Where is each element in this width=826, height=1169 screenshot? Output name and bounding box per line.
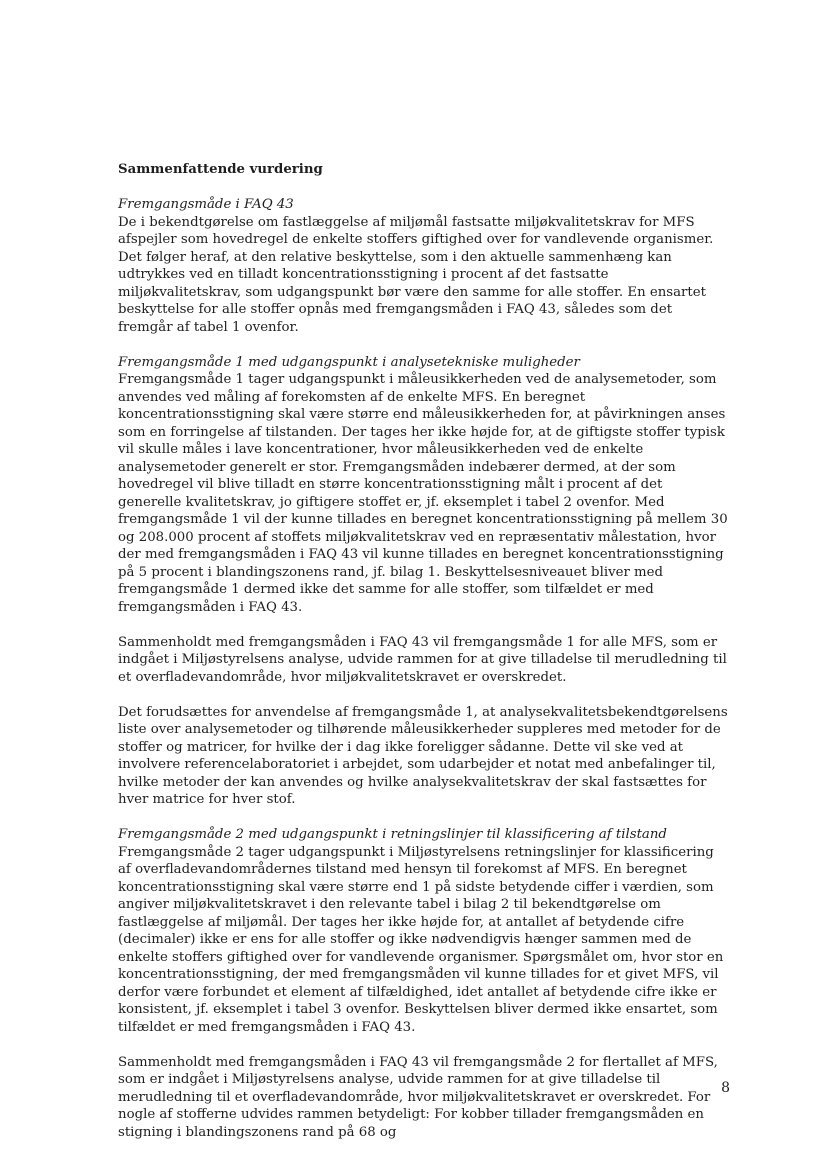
section-method-1-prerequisite — [118, 704, 728, 809]
subheading-faq43: Fremgangsmåde i FAQ 43 — [118, 197, 294, 212]
subheading-method-2: Fremgangsmåde 2 med udgangspunkt i retningslinjer til klassificering af tilstand — [118, 827, 667, 842]
paragraph: Sammenholdt med fremgangsmåden i FAQ 43 vil fremgangsmåde 2 for flertallet af MFS, som er indgået i Miljøstyrelsens analyse, udvide rammen for at give tilladelse til merudledning til et overfladevandområde, hvor miljøkvalitetskravet er overskredet. For nogle af stofferne udvides rammen betydeligt: For kobber tillader fremgangsmåden en stigning i blandingszonens rand på 68 og — [118, 1054, 718, 1140]
paragraph: Sammenholdt med fremgangsmåden i FAQ 43 vil fremgangsmåde 1 for alle MFS, som er indgået i Miljøstyrelsens analyse, udvide rammen for at give tilladelse til merudledning til et overfladevandområde, hvor miljøkvalitetskravet er overskredet. — [118, 634, 727, 685]
document-body — [118, 161, 728, 1159]
paragraph: Fremgangsmåde 1 tager udgangspunkt i måleusikkerheden ved de analysemetoder, som anvendes ved måling af forekomsten af de enkelte MFS. En beregnet koncentrationsstigning skal være større end måleusikkerheden for, at påvirkningen anses som en forringelse af tilstanden. Der tages her ikke højde for, at de giftigste stoffer typisk vil skulle måles i lave koncentrationer, hvor måleusikkerheden ved de enkelte analysemetoder generelt er stor. Fremgangsmåden indebærer dermed, at der som hovedregel vil blive tilladt en større koncentrationsstigning målt i procent af det generelle kvalitetskrav, jo giftigere stoffet er, jf. eksemplet i tabel 2 ovenfor. Med fremgangsmåde 1 vil der kunne tillades en beregnet koncentrationsstigning på mellem 30 og 208.000 procent af stoffets miljøkvalitetskrav ved en repræsentativ målestation, hvor der med fremgangsmåden i FAQ 43 vil kunne tillades en beregnet koncentrationsstigning på 5 procent i blandingszonens rand, jf. bilag 1. Beskyttelsesniveauet bliver med fremgangsmåde 1 dermed ikke det samme for alle stoffer, som tilfældet er med fremgangsmåden i FAQ 43. — [118, 372, 728, 615]
section-method-1 — [118, 354, 728, 617]
section-faq43 — [118, 196, 728, 336]
paragraph: Det forudsættes for anvendelse af fremgangsmåde 1, at analysekvalitetsbekendtgørelsens liste over analysemetoder og tilhørende måleusikkerheder suppleres med metoder for de stoffer og matricer, for hvilke der i dag ikke foreligger sådanne. Dette vil ske ved at involvere referencelaboratoriet i arbejdet, som udarbejder et notat med anbefalinger til, hvilke metoder der kan anvendes og hvilke analysekvalitetskrav der skal fastsættes for hver matrice for hver stof. — [118, 704, 728, 807]
subheading-method-1: Fremgangsmåde 1 med udgangspunkt i analysetekniske muligheder — [118, 354, 580, 370]
section-method-1-comparison — [118, 634, 728, 687]
page-number: 8 — [721, 1080, 730, 1096]
paragraph: Fremgangsmåde 2 tager udgangspunkt i Miljøstyrelsens retningslinjer for klassificering af overfladevandområdernes tilstand med hensyn til forekomst af MFS. En beregnet koncentrationsstigning skal være større end 1 på sidste betydende ciffer i værdien, som angiver miljøkvalitetskravet i den relevante tabel i bilag 2 til bekendtgørelse om fastlæggelse af miljømål. Der tages her ikke højde for, at antallet af betydende cifre (decimaler) ikke er ens for alle stoffer og ikke nødvendigvis hænger sammen med de enkelte stoffers giftighed over for vandlevende organismer. Spørgsmålet om, hvor stor en koncentrationsstigning, der med fremgangsmåden vil kunne tillades for et givet MFS, vil derfor være forbundet et element af tilfældighed, idet antallet af betydende cifre ikke er konsistent, jf. eksemplet i tabel 3 ovenfor. Beskyttelsen bliver dermed ikke ensartet, som tilfældet er med fremgangsmåden i FAQ 43. — [118, 844, 724, 1035]
paragraph: De i bekendtgørelse om fastlæggelse af miljømål fastsatte miljøkvalitetskrav for MFS afspejler som hovedregel de enkelte stoffers giftighed over for vandlevende organismer. Det følger heraf, at den relative beskyttelse, som i den aktuelle sammenhæng kan udtrykkes ved en tilladt koncentrationsstigning i procent af det fastsatte miljøkvalitetskrav, som udgangspunkt bør være den samme for alle stoffer. En ensartet beskyttelse for alle stoffer opnås med fremgangsmåden i FAQ 43, således som det fremgår af tabel 1 ovenfor. — [118, 214, 714, 335]
section-method-2 — [118, 826, 728, 1036]
section-heading: Sammenfattende vurdering — [118, 162, 323, 177]
section-method-2-comparison — [118, 1054, 728, 1142]
